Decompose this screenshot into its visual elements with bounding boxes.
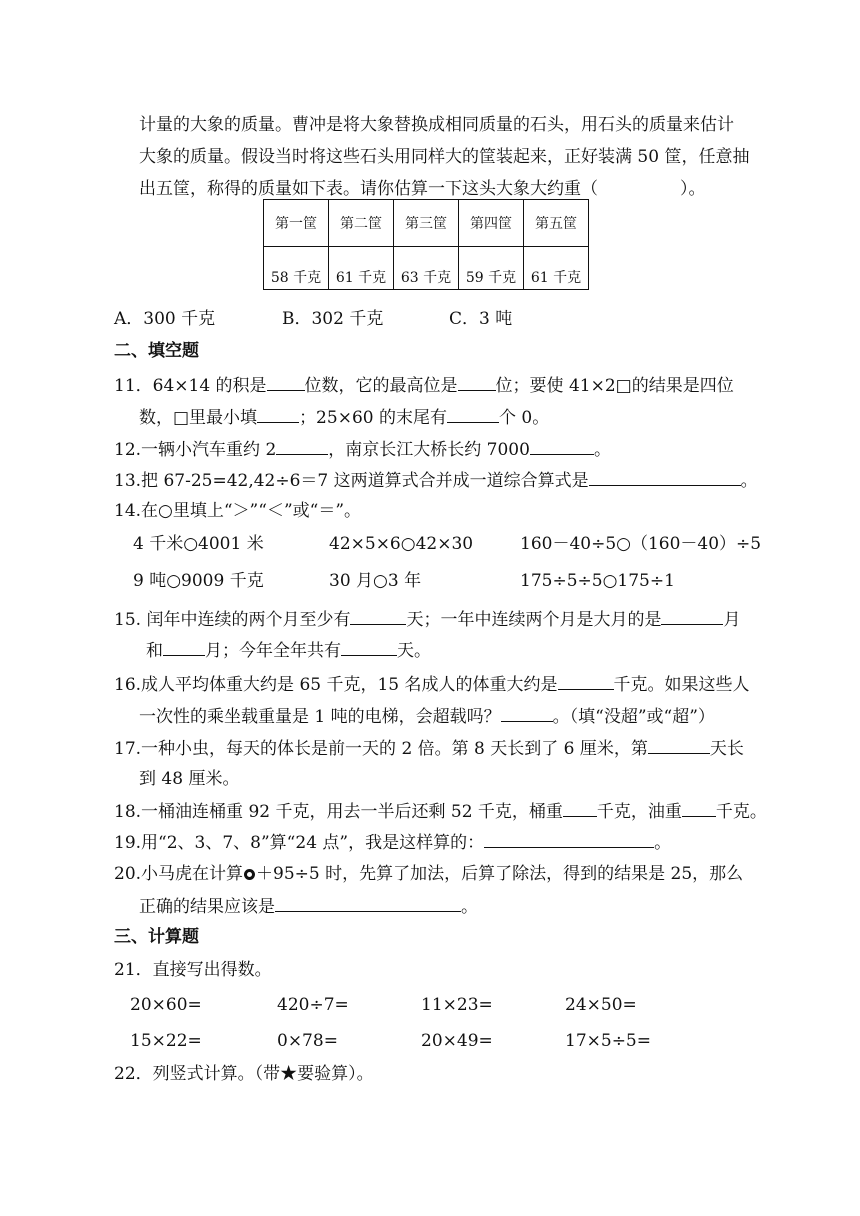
q12-text-b: ，南京长江大桥长约 7000 — [328, 440, 530, 460]
q18-blank-2[interactable] — [682, 798, 716, 817]
q10-option-b[interactable]: B．302 千克 — [282, 309, 384, 329]
q12-line — [114, 436, 611, 463]
q10-text-line1: 计量的大象的质量。曹冲是将大象替换成相同质量的石头，用石头的质量来估计 — [139, 115, 734, 135]
table-header-row — [264, 200, 589, 247]
q21-item[interactable]: 17×5÷5= — [565, 1031, 651, 1051]
q11-text-d: 数，□里最小填 — [139, 408, 258, 428]
q20-text-a: 20.小马虎在计算 — [114, 864, 244, 884]
q15-text-f: 天。 — [397, 641, 431, 661]
q15-blank-2[interactable] — [661, 606, 723, 625]
q11-line2 — [139, 404, 549, 431]
q19-text-b: 。 — [654, 833, 672, 853]
q13-text-b: 。 — [740, 471, 758, 491]
q16-blank-2[interactable] — [501, 703, 553, 722]
q17-line2: 到 48 厘米。 — [139, 769, 240, 789]
q15-text-e: 月；今年全年共有 — [205, 641, 341, 661]
q17-blank[interactable] — [648, 735, 710, 754]
q11-blank-3[interactable] — [257, 404, 299, 423]
q11-line1 — [114, 372, 734, 399]
q18-text-c: 千克。 — [715, 802, 767, 822]
q18-text-b: 千克，油重 — [596, 802, 682, 822]
q11-blank-2[interactable] — [458, 372, 496, 391]
q21-item[interactable]: 0×78= — [277, 1031, 338, 1051]
q20-line1 — [114, 861, 743, 887]
q14-item[interactable]: 4 千米○4001 米 — [133, 534, 264, 554]
q20-text-c: 正确的结果应该是 — [139, 897, 275, 917]
q17-text-a: 17.一种小虫，每天的体长是前一天的 2 倍。第 8 天长到了 6 厘米，第 — [114, 739, 648, 759]
q18-text-a: 18.一桶油连桶重 92 千克，用去一半后还剩 52 千克，桶重 — [114, 802, 563, 822]
q16-line1 — [114, 671, 750, 698]
q21-item[interactable]: 24×50= — [565, 995, 637, 1015]
q21-item[interactable]: 11×23= — [421, 995, 493, 1015]
q12-blank-1[interactable] — [276, 436, 328, 455]
q12-text-c: 。 — [593, 440, 611, 460]
q10-text-line2: 大象的质量。假设当时将这些石头用同样大的筐装起来，正好装满 50 筐，任意抽 — [139, 147, 750, 167]
q15-line1 — [114, 606, 740, 633]
q13-blank[interactable] — [589, 467, 741, 486]
q16-text-b: 千克。如果这些人 — [613, 675, 750, 695]
q18-blank-1[interactable] — [563, 798, 597, 817]
q18-line — [114, 798, 767, 825]
q20-text-b: ＋95÷5 时，先算了加法，后算了除法，得到的结果是 25，那么 — [256, 864, 744, 884]
table-value-cell: 59 千克 — [459, 247, 524, 290]
table-value-cell: 61 千克 — [524, 247, 589, 290]
table-header-cell: 第一筐 — [264, 200, 329, 247]
section-heading-fill-in: 二、填空题 — [114, 341, 199, 361]
q13-line — [114, 467, 758, 494]
table-value-cell: 63 千克 — [394, 247, 459, 290]
q20-blank[interactable] — [275, 893, 461, 912]
q15-text-a: 15. 闰年中连续的两个月至少有 — [114, 610, 351, 630]
q15-text-b: 天；一年中连续两个月是大月的是 — [406, 610, 662, 630]
q12-blank-2[interactable] — [530, 436, 594, 455]
q11-text-f: 个 0。 — [498, 408, 550, 428]
q11-text-a: 11．64×14 的积是 — [114, 376, 267, 396]
q14-item[interactable]: 30 月○3 年 — [329, 571, 422, 591]
q17-line1 — [114, 735, 744, 762]
q22-title: 22．列竖式计算。（带★要验算）。 — [114, 1064, 374, 1084]
q20-text-d: 。 — [461, 897, 478, 917]
q13-text-a: 13.把 67-25=42,42÷6＝7 这两道算式合并成一道综合算式是 — [114, 471, 589, 491]
q21-item[interactable]: 420÷7= — [277, 995, 349, 1015]
q15-text-d: 和 — [146, 641, 163, 661]
q16-line2 — [139, 703, 715, 730]
q21-title: 21．直接写出得数。 — [114, 960, 272, 980]
table-header-cell: 第二筐 — [329, 200, 394, 247]
q16-text-c: 一次性的乘坐载重量是 1 吨的电梯，会超载吗？ — [139, 707, 501, 727]
q15-text-c: 月 — [723, 610, 741, 630]
q10-option-c[interactable]: C．3 吨 — [449, 309, 513, 329]
table-header-cell: 第三筐 — [394, 200, 459, 247]
q19-line — [114, 829, 671, 856]
q10-text-line3-pre: 出五筐，称得的质量如下表。请你估算一下这头大象大约重（ — [139, 179, 598, 199]
q21-item[interactable]: 20×49= — [421, 1031, 493, 1051]
q11-text-b: 位数，它的最高位是 — [304, 376, 458, 396]
q15-blank-4[interactable] — [341, 637, 397, 656]
q14-item[interactable]: 9 吨○9009 千克 — [133, 571, 264, 591]
table-value-row — [264, 247, 589, 290]
q17-text-b: 天长 — [709, 739, 744, 759]
q14-item[interactable]: 160－40÷5○（160－40）÷5 — [520, 534, 762, 554]
table-header-cell: 第五筐 — [524, 200, 589, 247]
table-header-cell: 第四筐 — [459, 200, 524, 247]
q16-text-a: 16.成人平均体重大约是 65 千克，15 名成人的体重大约是 — [114, 675, 558, 695]
q19-blank[interactable] — [484, 829, 654, 848]
q15-blank-1[interactable] — [350, 606, 406, 625]
q21-item[interactable]: 20×60= — [130, 995, 202, 1015]
section-heading-calculation: 三、计算题 — [114, 927, 199, 947]
q14-title: 14.在○里填上“＞”“＜”或“＝”。 — [114, 501, 362, 521]
basket-weight-table — [263, 199, 589, 290]
q16-blank-1[interactable] — [558, 671, 614, 690]
q19-text-a: 19.用“2、3、7、8”算“24 点”，我是这样算的： — [114, 833, 485, 853]
q21-item[interactable]: 15×22= — [130, 1031, 202, 1051]
q16-text-d: 。（填“没超”或“超”） — [552, 707, 715, 727]
table-value-cell: 61 千克 — [329, 247, 394, 290]
q11-blank-1[interactable] — [267, 372, 305, 391]
q15-line2 — [146, 637, 431, 664]
q12-text-a: 12.一辆小汽车重约 2 — [114, 440, 277, 460]
target-icon — [244, 869, 255, 880]
q11-blank-4[interactable] — [447, 404, 499, 423]
q20-line2 — [139, 893, 478, 920]
q11-text-c: 位；要使 41×2□的结果是四位 — [495, 376, 734, 396]
q11-text-e: ；25×60 的末尾有 — [299, 408, 447, 428]
q14-item[interactable]: 42×5×6○42×30 — [329, 534, 474, 554]
q10-text-line3-post: ）。 — [680, 179, 706, 199]
q14-item[interactable]: 175÷5÷5○175÷1 — [520, 571, 675, 591]
table-value-cell: 58 千克 — [264, 247, 329, 290]
q15-blank-3[interactable] — [163, 637, 205, 656]
q10-option-a[interactable]: A．300 千克 — [114, 309, 216, 329]
